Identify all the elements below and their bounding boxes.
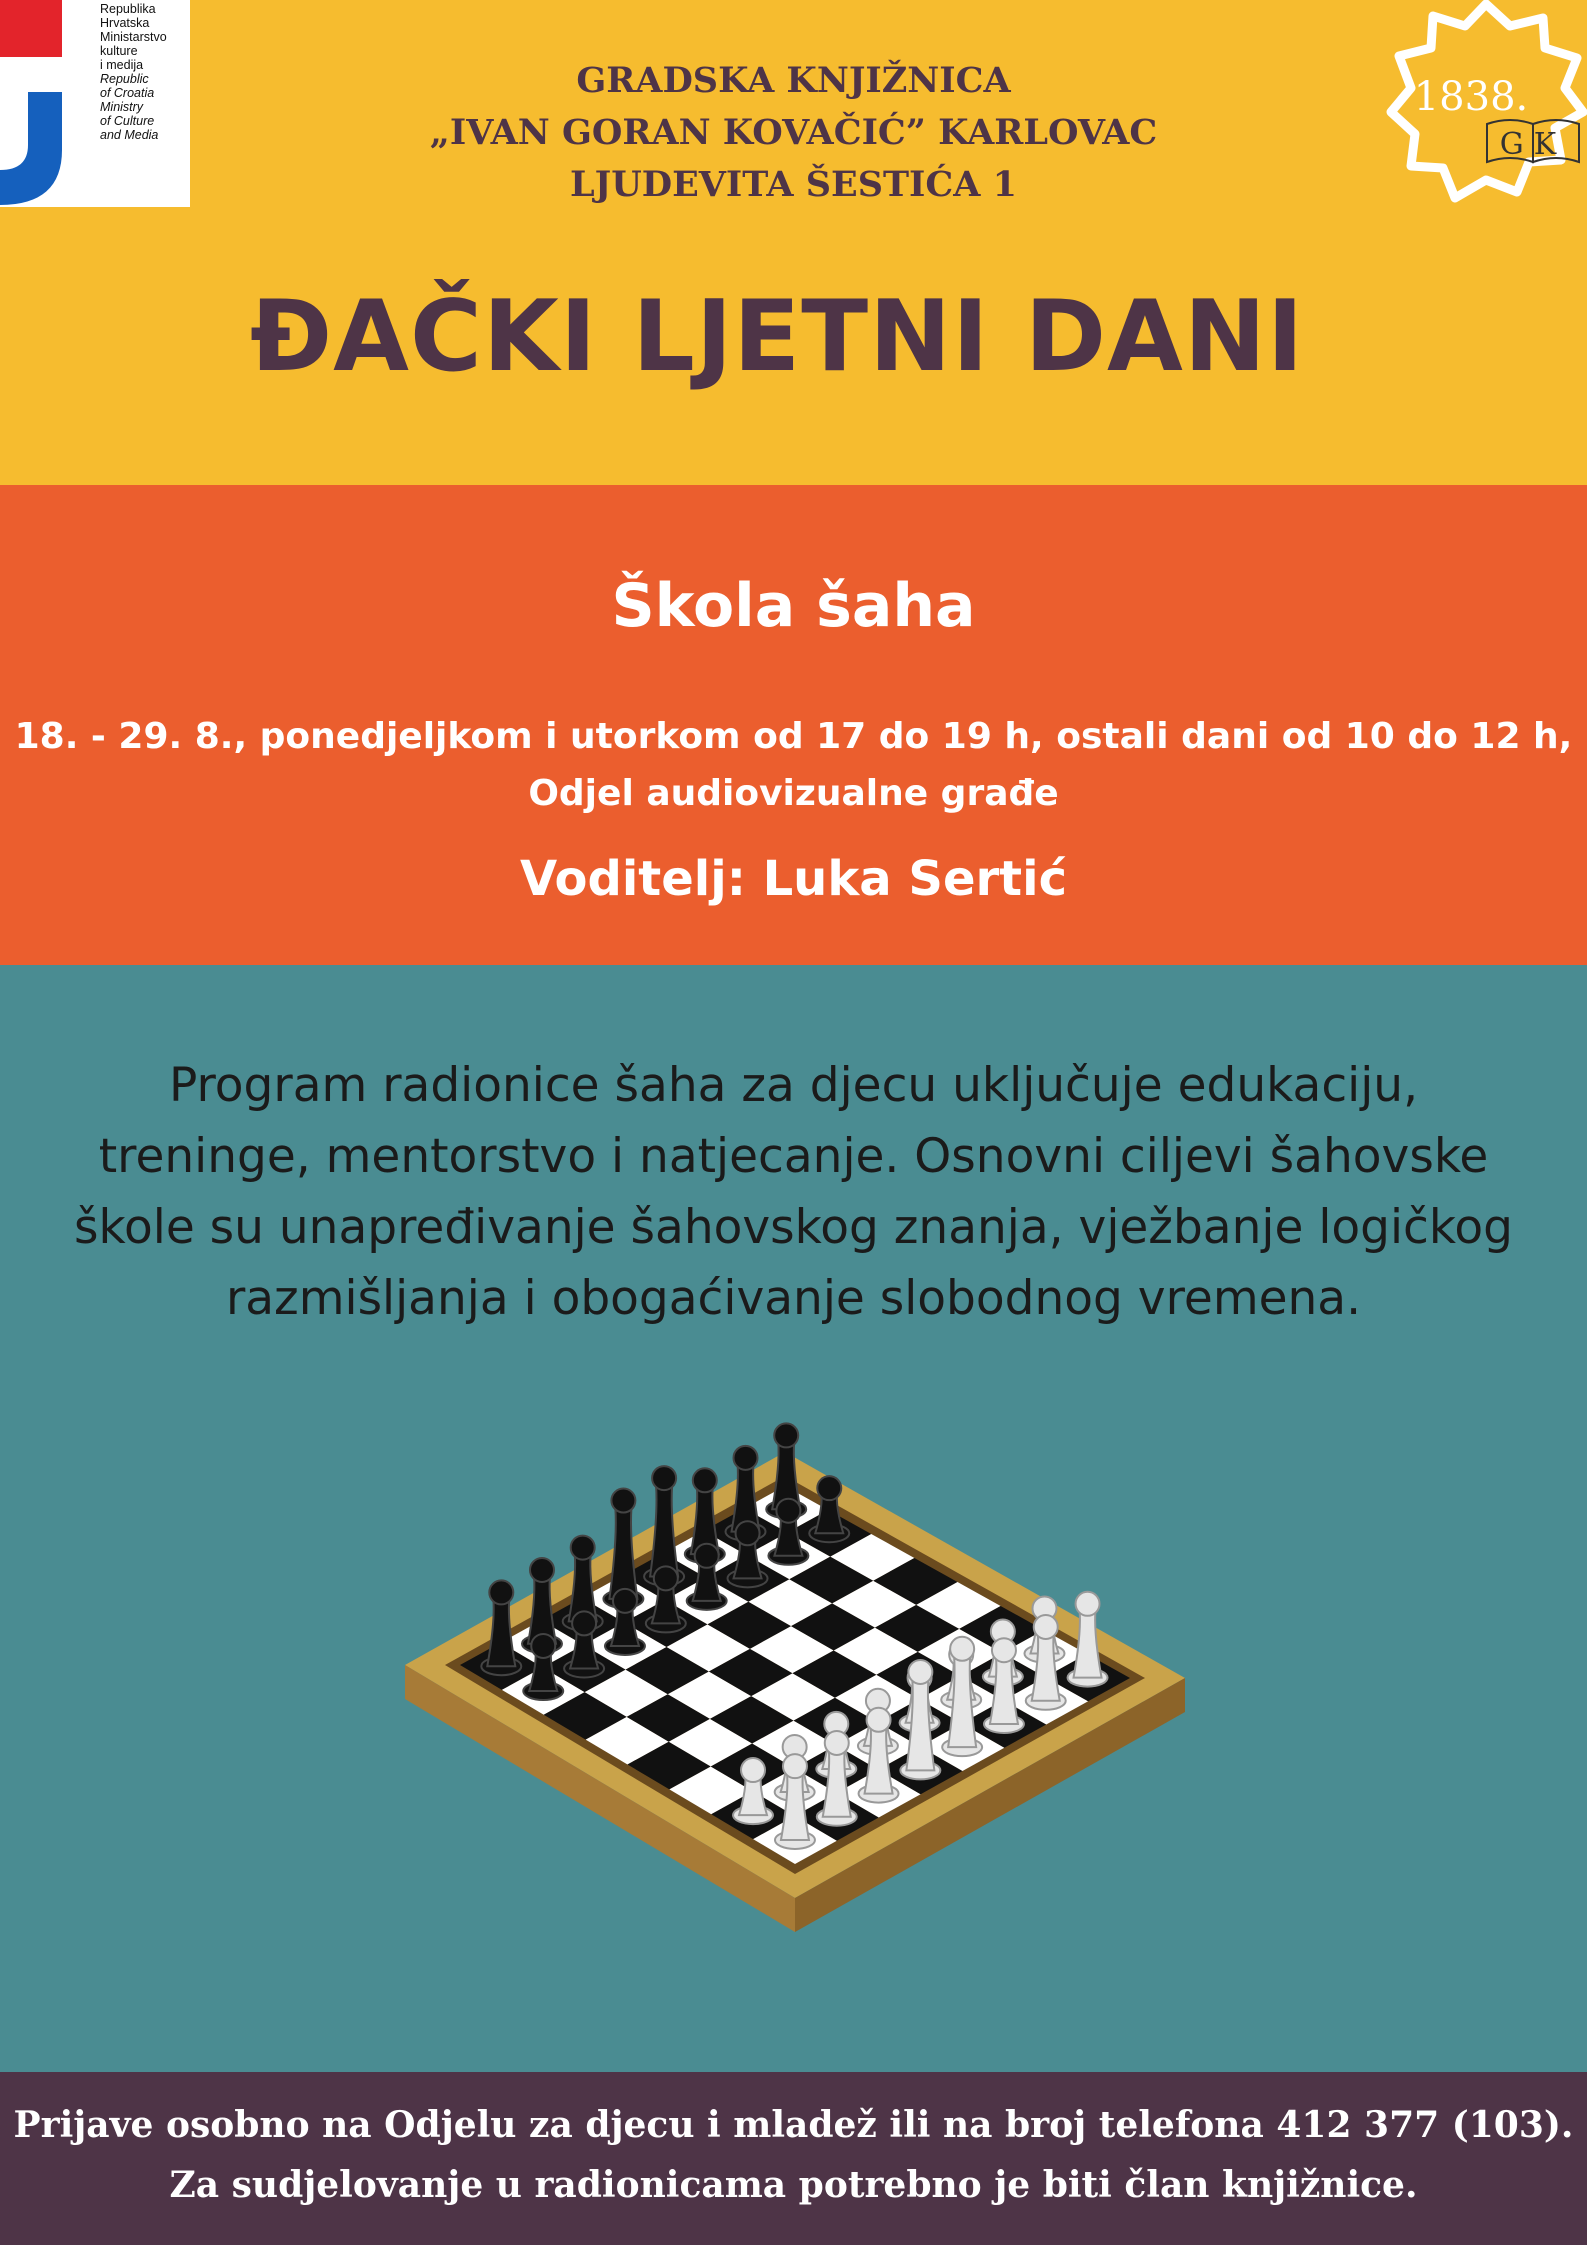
library-seal [1385, 0, 1587, 210]
page-title: ĐAČKI LJETNI DANI [250, 280, 1305, 394]
description-line: razmišljanja i obogaćivanje slobodnog vremena. [225, 1271, 1362, 1326]
description [40, 1050, 1547, 1334]
description-line: Program radionice šaha za djecu uključuje edukaciju, [168, 1058, 1419, 1113]
seal-letters: GK [1499, 127, 1567, 162]
ministry-line-en: and Media [100, 128, 159, 142]
fortress-book-seal-icon [1385, 0, 1587, 210]
ministry-line-en: Republic [100, 72, 149, 86]
ministry-line-en: Ministry [100, 100, 144, 114]
description-line: treninge, mentorstvo i natjecanje. Osnovni ciljevi šahovske [98, 1129, 1489, 1184]
ministry-line: kulture [100, 44, 138, 58]
course-title: Škola šaha [611, 571, 976, 641]
schedule-location: Odjel audiovizualne građe [528, 773, 1059, 814]
ministry-line-en: of Croatia [100, 86, 155, 100]
seal-year: 1838. [1413, 74, 1529, 120]
schedule-line: 18. - 29. 8., ponedjeljkom i utorkom od 17 do 19 h, ostali dani od 10 do 12 h, [14, 716, 1573, 757]
ministry-line: Ministarstvo [100, 30, 167, 44]
footer-registration: Prijave osobno na Odjelu za djecu i mladež ili na broj telefona 412 377 (103). [13, 2104, 1574, 2146]
library-full-name: „IVAN GORAN KOVAČIĆ” KARLOVAC [429, 112, 1158, 153]
instructor: Voditelj: Luka Sertić [519, 851, 1068, 907]
ministry-line: i medija [100, 58, 144, 72]
description-line: škole su unapređivanje šahovskog znanja, vježbanje logičkog [73, 1200, 1513, 1255]
ministry-line: Hrvatska [100, 16, 150, 30]
library-name: GRADSKA KNJIŽNICA [576, 60, 1011, 101]
footer-membership: Za sudjelovanje u radionicama potrebno je biti član knjižnice. [169, 2164, 1418, 2206]
library-address: LJUDEVITA ŠESTIĆA 1 [570, 164, 1017, 205]
ministry-line: Republika [100, 2, 156, 16]
ministry-line-en: of Culture [100, 114, 155, 128]
footer [0, 2095, 1587, 2215]
library-header [0, 55, 1587, 211]
chessboard-illustration-icon [400, 1420, 1190, 1940]
schedule [0, 708, 1587, 822]
